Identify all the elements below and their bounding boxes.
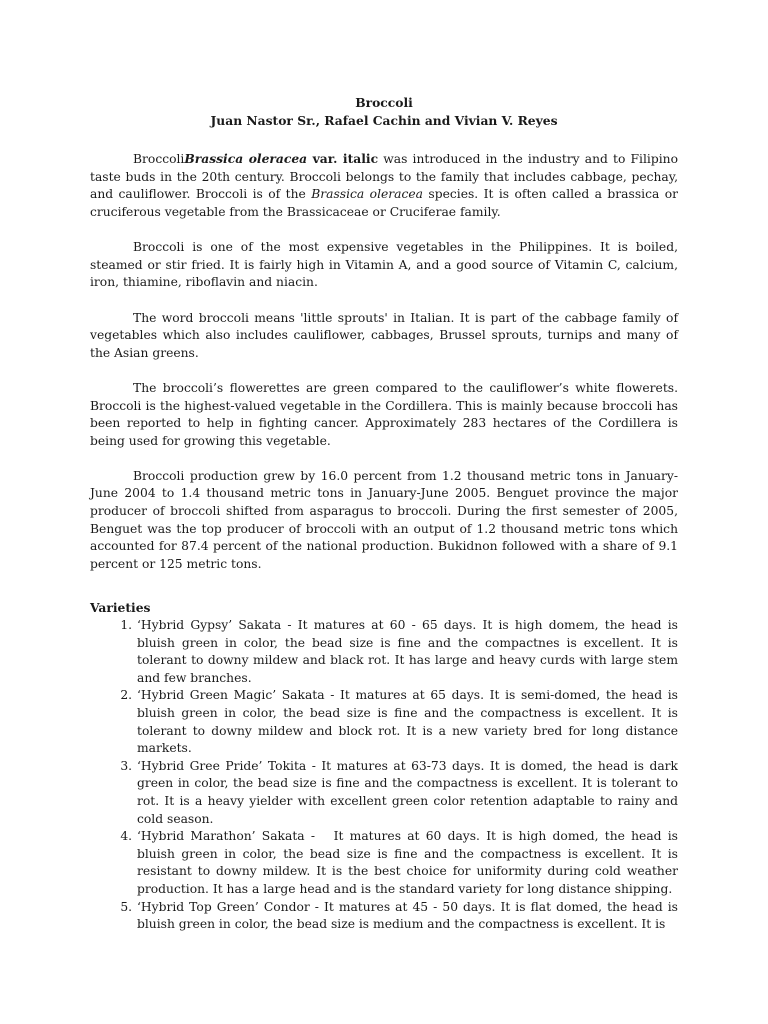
list-item: 3. ‘Hybrid Gree Pride’ Tokita - It matures at 63-73 days. It is domed, the head is dark green in color, the bead size is fine and the compactness is excellent. It is tolerant to rot. It is a heavy yielder with excellent green color retention adaptable to rainy and cold season. bbox=[136, 758, 678, 828]
varieties-heading: Varieties bbox=[90, 600, 151, 616]
species-name: Brassica oleracea bbox=[311, 187, 423, 202]
paragraph-production: Broccoli production grew by 16.0 percent from 1.2 thousand metric tons in January-June 2004 to 1.4 thousand metric tons in January-June 2005. Benguet province the major producer of broccoli shifted from asparagus to broccoli. During the first semester of 2005, Benguet was the top producer of broccoli with an output of 1.2 thousand metric tons which accounted for 87.4 percent of the national production. Bukidnon followed with a share of 9.1 percent or 125 metric tons. bbox=[90, 468, 678, 571]
paragraph-etymology: The word broccoli means 'little sprouts' in Italian. It is part of the cabbage family of vegetables which also includes cauliflower, cabbages, Brussel sprouts, turnips and many of the Asian greens. bbox=[90, 310, 678, 360]
paragraph-cordillera: The broccoli’s flowerettes are green compared to the cauliflower’s white flowerets. Broccoli is the highest-valued vegetable in the Cordillera. This is mainly because broccoli has been reported to help in fighting cancer. Approximately 283 hectares of the Cordillera is being used for growing this vegetable. bbox=[90, 380, 678, 448]
paragraph-nutrition: Broccoli is one of the most expensive vegetables in the Philippines. It is boiled, steamed or stir fried. It is fairly high in Vitamin A, and a good source of Vitamin C, calcium, iron, thiamine, riboflavin and niacin. bbox=[90, 240, 678, 290]
document-authors: Juan Nastor Sr., Rafael Cachin and Vivian V. Reyes bbox=[210, 112, 558, 128]
list-item: 5. ‘Hybrid Top Green’ Condor - It matures at 45 - 50 days. It is flat domed, the head is bluish green in color, the bead size is medium and the compactness is excellent. It is bbox=[136, 899, 678, 934]
paragraph-intro: BroccoliBrassica oleracea var. italic was introduced in the industry and to Filipino taste buds in the 20th century. Broccoli belongs to the family that includes cabbage, pechay, and cauliflower. Broccoli is of the Brassica oleracea species. It is often called a brassica or cruciferous vegetable from the Brassicaceae or Cruciferae family. bbox=[90, 151, 678, 219]
document-title: Broccoli bbox=[355, 95, 413, 110]
varieties-list bbox=[90, 617, 678, 934]
scientific-name: Brassica oleracea bbox=[184, 151, 308, 167]
list-item: 1. ‘Hybrid Gypsy’ Sakata - It matures at 60 - 65 days. It is high domem, the head is bluish green in color, the bead size is fine and the compactnes is excellent. It is tolerant to downy mildew and black rot. It has large and heavy curds with large stem and few branches. bbox=[136, 617, 678, 687]
list-item: 4. ‘Hybrid Marathon’ Sakata - It matures at 60 days. It is high domed, the head is bluish green in color, the bead size is fine and the compactness is excellent. It is resistant to downy mildew. It is the best choice for uniformity during cold weather production. It has a large head and is the standard variety for long distance shipping. bbox=[136, 828, 678, 898]
list-item: 2. ‘Hybrid Green Magic’ Sakata - It matures at 65 days. It is semi-domed, the head is bluish green in color, the bead size is fine and the compactness is excellent. It is tolerant to downy mildew and block rot. It is a new variety bred for long distance markets. bbox=[136, 687, 678, 757]
